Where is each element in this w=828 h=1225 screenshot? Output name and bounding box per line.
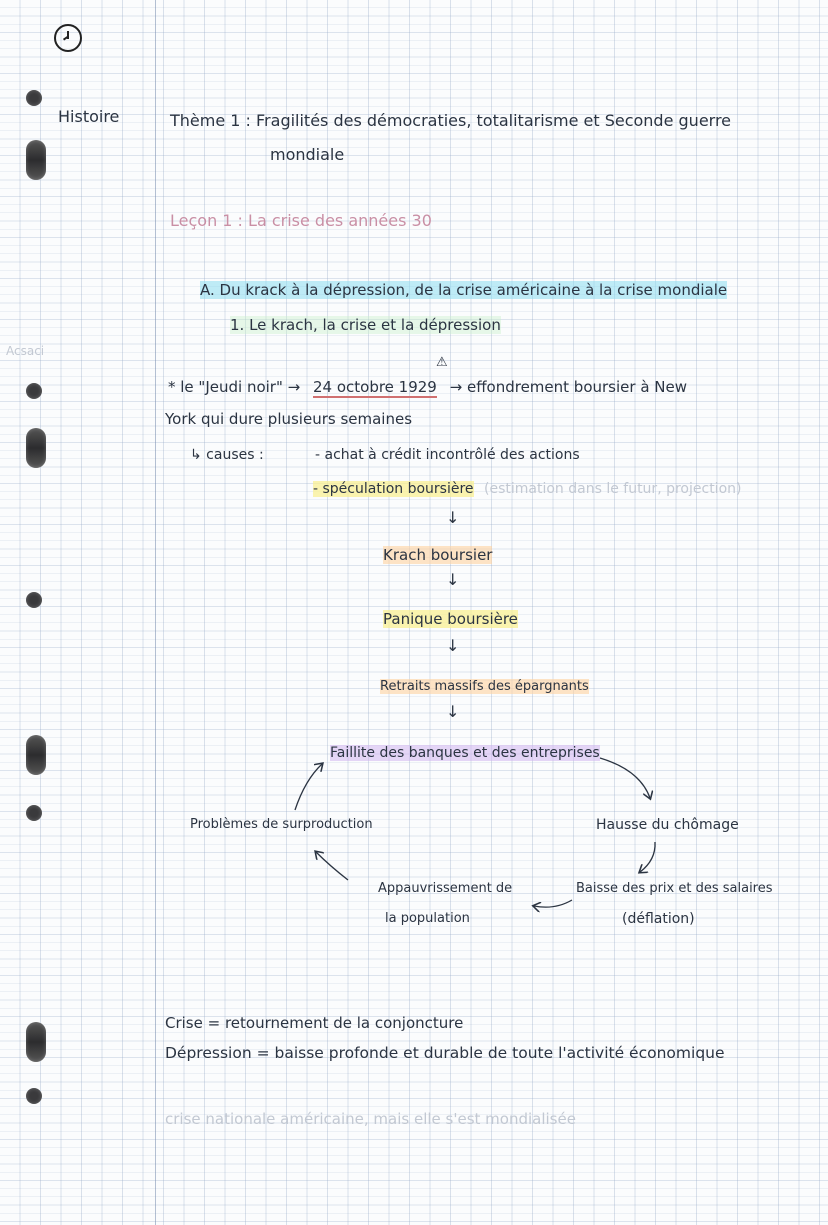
cycle-arrow-surprod-faillite: [295, 764, 322, 810]
chain-retraits-text: Retraits massifs des épargnants: [380, 679, 589, 694]
cause-speculation: - spéculation boursière: [313, 481, 474, 497]
chain-deflation: (déflation): [622, 911, 695, 927]
theme-title-line1: Thème 1 : Fragilités des démocraties, totalitarisme et Seconde guerre: [170, 111, 732, 130]
subject-label: Histoire: [58, 107, 120, 126]
definition-depression: Dépression = baisse profonde et durable de toute l'activité économique: [165, 1044, 725, 1062]
section-a-text: A. Du krack à la dépression, de la crise américaine à la crise mondiale: [200, 281, 728, 299]
chain-appauvrissement-2: la population: [385, 911, 470, 926]
bottom-note: crise nationale américaine, mais elle s'est mondialisée: [165, 1110, 576, 1128]
chain-chomage: Hausse du chômage: [596, 817, 739, 833]
chain-panique-text: Panique boursière: [383, 610, 518, 628]
arrow-down-icon: ↓: [446, 508, 460, 527]
cycle-arrow-chomage-prix: [640, 842, 655, 872]
chain-baisse-prix: Baisse des prix et des salaires: [576, 881, 773, 896]
lesson-title: Leçon 1 : La crise des années 30: [170, 211, 432, 230]
margin-note: Acsaci: [6, 344, 45, 358]
warning-icon: ⚠: [436, 355, 448, 370]
jeudi-noir-line2: York qui dure plusieurs semaines: [165, 410, 413, 428]
causes-label: ↳ causes :: [190, 447, 264, 463]
cause-credit: - achat à crédit incontrôlé des actions: [315, 447, 580, 463]
arrow-down-icon: ↓: [446, 570, 460, 589]
crash-date: 24 octobre 1929: [312, 378, 437, 396]
arrow-down-icon: ↓: [446, 636, 460, 655]
chain-krach-text: Krach boursier: [383, 546, 493, 564]
chain-appauvrissement-1: Appauvrissement de: [378, 881, 513, 896]
jeudi-noir-end: → effondrement boursier à New: [449, 378, 688, 396]
section-a1-text: 1. Le krach, la crise et la dépression: [230, 316, 501, 334]
cycle-arrow-faillite-chomage: [600, 758, 650, 798]
definition-crise: Crise = retournement de la conjoncture: [165, 1014, 464, 1032]
cycle-arrow-pop-surprod: [316, 852, 348, 880]
theme-title-line2: mondiale: [270, 145, 345, 164]
jeudi-noir-start: * le "Jeudi noir" →: [168, 378, 301, 396]
chain-faillite-text: Faillite des banques et des entreprises: [330, 745, 600, 761]
speculation-note: (estimation dans le futur, projection): [484, 481, 742, 497]
chain-surproduction: Problèmes de surproduction: [190, 817, 373, 832]
arrow-down-icon: ↓: [446, 702, 460, 721]
cycle-arrow-prix-pop: [534, 900, 572, 907]
